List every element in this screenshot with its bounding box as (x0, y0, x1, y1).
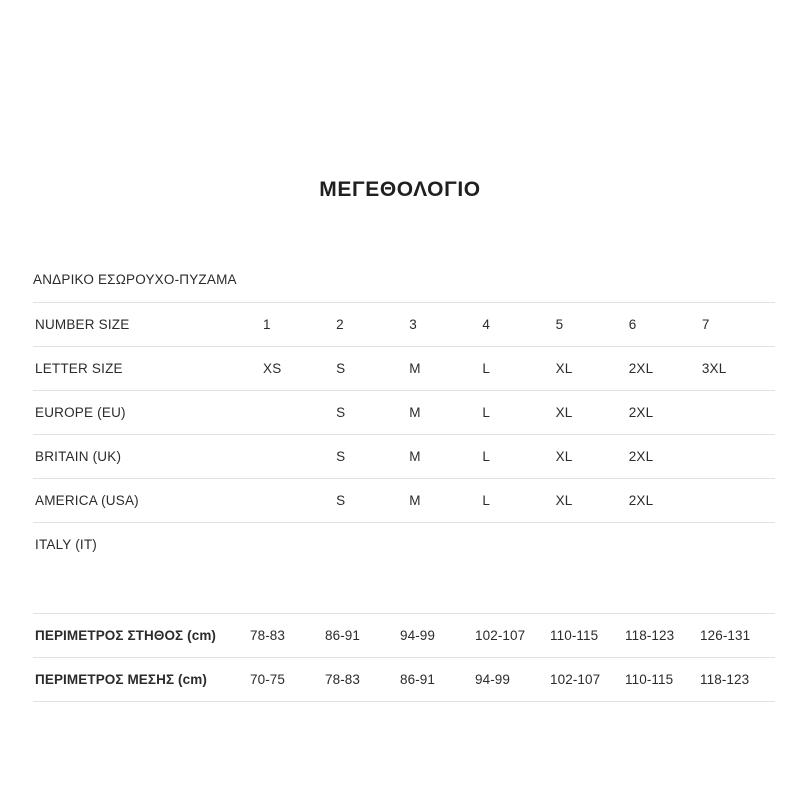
table-cell: XS (263, 347, 336, 391)
table-cell (702, 479, 775, 523)
table-cell: 4 (482, 303, 555, 347)
table-cell: 118-123 (625, 614, 700, 658)
table-row (33, 391, 775, 435)
table-row (33, 658, 775, 702)
table-row (33, 347, 775, 391)
table-cell: L (482, 347, 555, 391)
table-cell: 2XL (629, 347, 702, 391)
table-row (33, 479, 775, 523)
table-cell (482, 523, 555, 567)
table-cell: 78-83 (250, 614, 325, 658)
table-cell: 78-83 (325, 658, 400, 702)
table-cell: XL (556, 347, 629, 391)
row-label: NUMBER SIZE (33, 303, 263, 347)
table-cell: 2 (336, 303, 409, 347)
size-conversion-table (33, 302, 775, 567)
table-cell: 86-91 (400, 658, 475, 702)
section-label: ΑΝΔΡΙΚΟ ΕΣΩΡΟΥΧΟ-ΠΥΖΑΜΑ (33, 272, 237, 287)
table-cell (556, 523, 629, 567)
table-cell: 102-107 (550, 658, 625, 702)
row-label: LETTER SIZE (33, 347, 263, 391)
table-cell (263, 391, 336, 435)
table-cell (702, 435, 775, 479)
row-label: ΠΕΡΙΜΕΤΡΟΣ ΜΕΣΗΣ (cm) (33, 658, 250, 702)
table-cell (702, 391, 775, 435)
table-cell: 3XL (702, 347, 775, 391)
table-cell: S (336, 435, 409, 479)
table-cell: M (409, 479, 482, 523)
table-cell: 110-115 (550, 614, 625, 658)
table-cell: M (409, 435, 482, 479)
table-cell: 2XL (629, 479, 702, 523)
table-cell: 6 (629, 303, 702, 347)
measurements-table (33, 613, 775, 702)
table-cell: L (482, 391, 555, 435)
table-cell: 94-99 (400, 614, 475, 658)
table-cell (629, 523, 702, 567)
row-label: ITALY (IT) (33, 523, 263, 567)
table-row (33, 523, 775, 567)
table-cell (409, 523, 482, 567)
row-label: EUROPE (EU) (33, 391, 263, 435)
row-label: AMERICA (USA) (33, 479, 263, 523)
table-cell: 102-107 (475, 614, 550, 658)
table-cell: 86-91 (325, 614, 400, 658)
table-cell: 2XL (629, 391, 702, 435)
table-cell: 7 (702, 303, 775, 347)
table-cell: 2XL (629, 435, 702, 479)
table-cell: 126-131 (700, 614, 775, 658)
table-cell: M (409, 347, 482, 391)
table-cell: 5 (556, 303, 629, 347)
table-row (33, 614, 775, 658)
table-cell (263, 479, 336, 523)
table-cell: L (482, 479, 555, 523)
table-row (33, 303, 775, 347)
table-cell: XL (556, 391, 629, 435)
table-cell: XL (556, 435, 629, 479)
table-cell: S (336, 347, 409, 391)
table-cell (263, 523, 336, 567)
table-cell (702, 523, 775, 567)
table-cell: 3 (409, 303, 482, 347)
table-cell: S (336, 391, 409, 435)
table-cell: S (336, 479, 409, 523)
table-cell: L (482, 435, 555, 479)
table-cell: 94-99 (475, 658, 550, 702)
table-cell (336, 523, 409, 567)
table-cell (263, 435, 336, 479)
table-cell: M (409, 391, 482, 435)
table-cell: 118-123 (700, 658, 775, 702)
page-title: ΜΕΓΕΘΟΛΟΓΙΟ (319, 178, 481, 201)
row-label: BRITAIN (UK) (33, 435, 263, 479)
table-row (33, 435, 775, 479)
table-cell: 110-115 (625, 658, 700, 702)
table-cell: XL (556, 479, 629, 523)
row-label: ΠΕΡΙΜΕΤΡΟΣ ΣΤΗΘΟΣ (cm) (33, 614, 250, 658)
table-cell: 70-75 (250, 658, 325, 702)
table-cell: 1 (263, 303, 336, 347)
